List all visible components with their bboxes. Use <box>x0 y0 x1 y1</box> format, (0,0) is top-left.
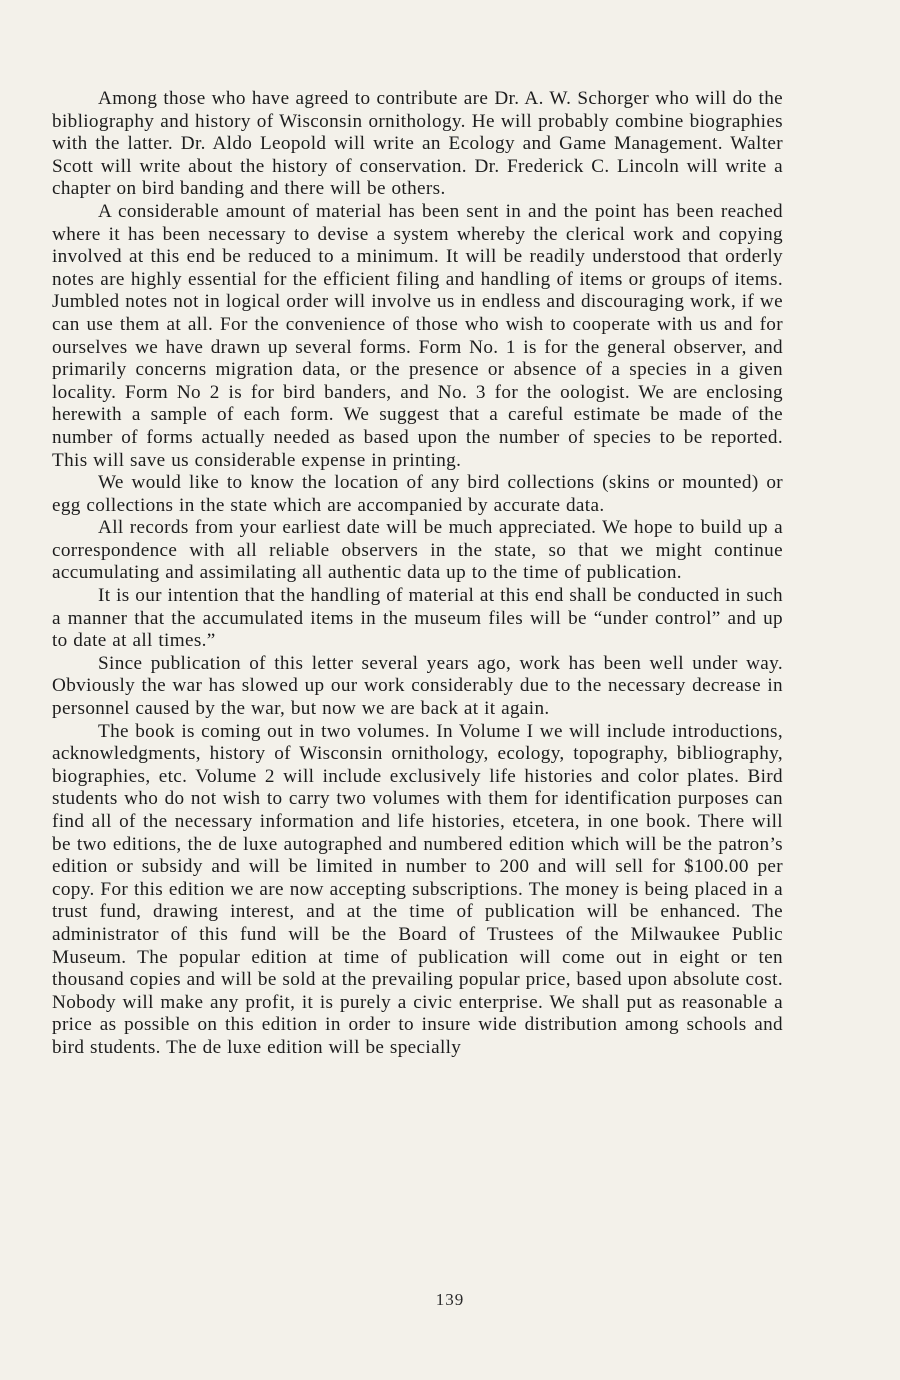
paragraph-since-publication: Since publication of this letter several years ago, work has been well under way. Obviously the war has slowed up our work considerably due to the necessary decrease in personnel caused by the war, but now we are back at it again. <box>52 652 783 720</box>
paragraph-contributors: Among those who have agreed to contribute are Dr. A. W. Schorger who will do the bibliography and history of Wisconsin ornithology. He will probably combine biographies with the latter. Dr. Aldo Leopold will write an Ecology and Game Management. Walter Scott will write about the history of conservation. Dr. Frederick C. Lincoln will write a chapter on bird banding and there will be others. <box>52 88 783 200</box>
paragraph-records: All records from your earliest date will be much appreciated. We hope to build up a correspondence with all reliable observers in the state, so that we might continue accumulating and assimilating all authentic data up to the time of publication. <box>52 517 783 584</box>
body-text <box>52 88 783 1060</box>
paragraph-bird-collections: We would like to know the location of any bird collections (skins or mounted) or egg collections in the state which are accompanied by accurate data. <box>52 472 783 516</box>
paragraph-book-volumes: The book is coming out in two volumes. In Volume I we will include introductions, acknowledgments, history of Wisconsin ornithology, ecology, topography, bibliography, biographies, etc. Volume 2 will include exclusively life histories and color plates. Bird students who do not wish to carry two volumes with them for identification purposes can find all of the necessary information and life histories, etcetera, in one book. There will be two editions, the de luxe autographed and numbered edition which will be the patron’s edition or subsidy and will be limited in number to 200 and will sell for $100.00 per copy. For this edition we are now accepting subscriptions. The money is being placed in a trust fund, drawing interest, and at the time of publication will be enhanced. The administrator of this fund will be the Board of Trustees of the Milwaukee Public Museum. The popular edition at time of publication will come out in eight or ten thousand copies and will be sold at the prevailing popular price, based upon absolute cost. Nobody will make any profit, it is purely a civic enterprise. We shall put as reasonable a price as possible on this edition in order to insure wide distribution among schools and bird students. The de luxe edition will be specially <box>52 720 783 1058</box>
paragraph-material-forms: A considerable amount of material has been sent in and the point has been reached where it has been necessary to devise a system whereby the clerical work and copying involved at this end be reduced to a minimum. It will be readily understood that orderly notes are highly essential for the efficient filing and handling of items or groups of items. Jumbled notes not in logical order will involve us in endless and discouraging work, if we can use them at all. For the convenience of those who wish to cooperate with us and for ourselves we have drawn up several forms. Form No. 1 is for the general observer, and primarily concerns migration data, or the presence or absence of a species in a given locality. Form No 2 is for bird banders, and No. 3 for the oologist. We are enclosing herewith a sample of each form. We suggest that a careful estimate be made of the number of forms actually needed as based upon the number of species to be reported. This will save us considerable expense in printing. <box>52 200 783 471</box>
paragraph-handling: It is our intention that the handling of material at this end shall be conducted in such a manner that the accumulated items in the museum files will be “under control” and up to date at all times.” <box>52 585 783 652</box>
page-number: 139 <box>435 1290 465 1309</box>
